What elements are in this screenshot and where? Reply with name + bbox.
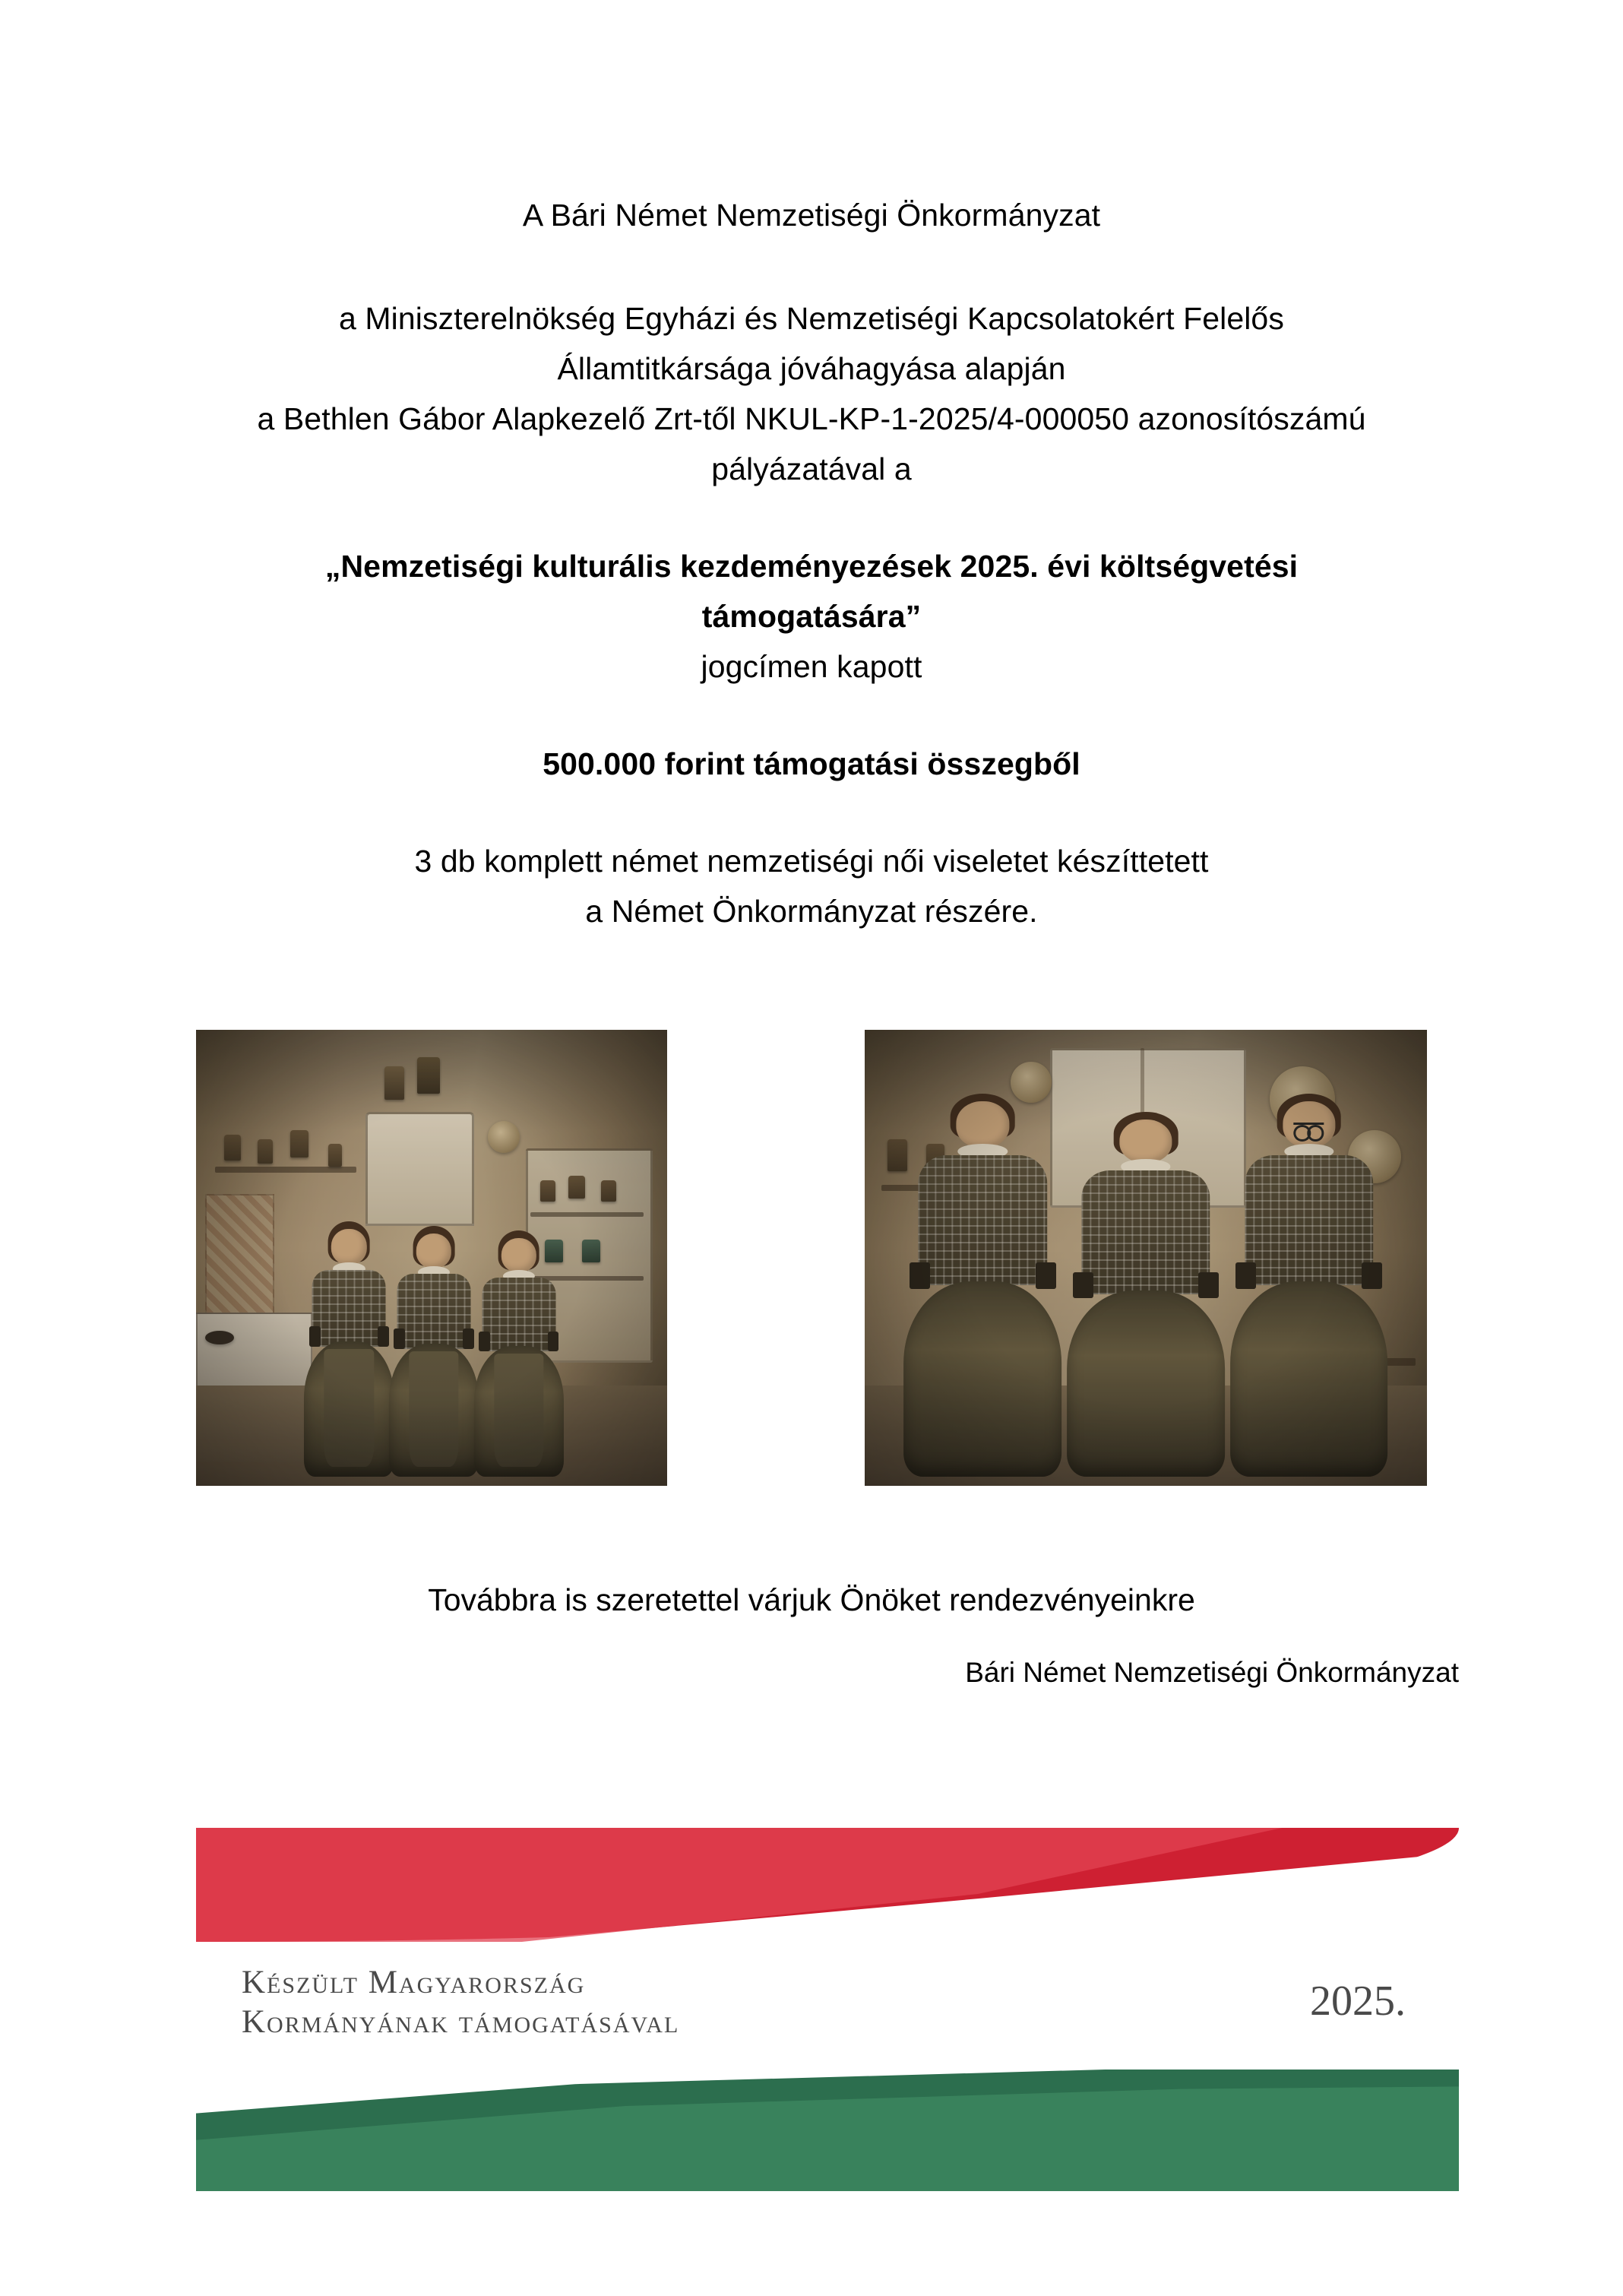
- body-line-2: Államtitkársága jóváhagyása alapján: [557, 351, 1066, 386]
- government-support-banner: [196, 1828, 1459, 2191]
- spacer: [0, 494, 1623, 541]
- body-line-3: a Bethlen Gábor Alapkezelő Zrt-től NKUL-KP-1-2025/4-000050 azonosítószámú: [257, 401, 1366, 436]
- spacer: [0, 692, 1623, 739]
- grant-title-line-2: támogatására”: [701, 599, 922, 634]
- document-text-block: [0, 190, 1623, 936]
- banner-support-line-2: Kormányának támogatásával: [242, 2004, 680, 2040]
- closing-line: Továbbra is szeretettel várjuk Önöket rendezvényeinkre: [428, 1582, 1195, 1617]
- photo-folk-costume-kitchen: [196, 1030, 667, 1486]
- body-line-1: a Miniszterelnökség Egyházi és Nemzetiségi Kapcsolatokért Felelős: [339, 301, 1284, 336]
- photo-folk-costume-group: [865, 1030, 1427, 1486]
- banner-support-line-1: Készült Magyarország: [242, 1965, 586, 2000]
- spacer: [0, 789, 1623, 836]
- result-line-1: 3 db komplett német nemzetiségi női viseletet készíttetett: [414, 844, 1209, 879]
- glasses-icon: [1294, 1123, 1324, 1137]
- signature: Bári Német Nemzetiségi Önkormányzat: [965, 1657, 1459, 1688]
- organization-title: A Bári Német Nemzetiségi Önkormányzat: [522, 198, 1101, 233]
- photo-row: [0, 1030, 1623, 1493]
- spacer: [0, 240, 1623, 293]
- grant-subtitle: jogcímen kapott: [701, 649, 922, 684]
- result-line-2: a Német Önkormányzat részére.: [585, 894, 1038, 929]
- amount-line: 500.000 forint támogatási összegből: [543, 746, 1080, 781]
- grant-title-line-1: „Nemzetiségi kulturális kezdeményezések 2025. évi költségvetési: [324, 549, 1299, 584]
- body-line-4: pályázatával a: [711, 451, 912, 486]
- banner-support-text: [242, 1963, 679, 2042]
- banner-year: 2025.: [1310, 1978, 1406, 2025]
